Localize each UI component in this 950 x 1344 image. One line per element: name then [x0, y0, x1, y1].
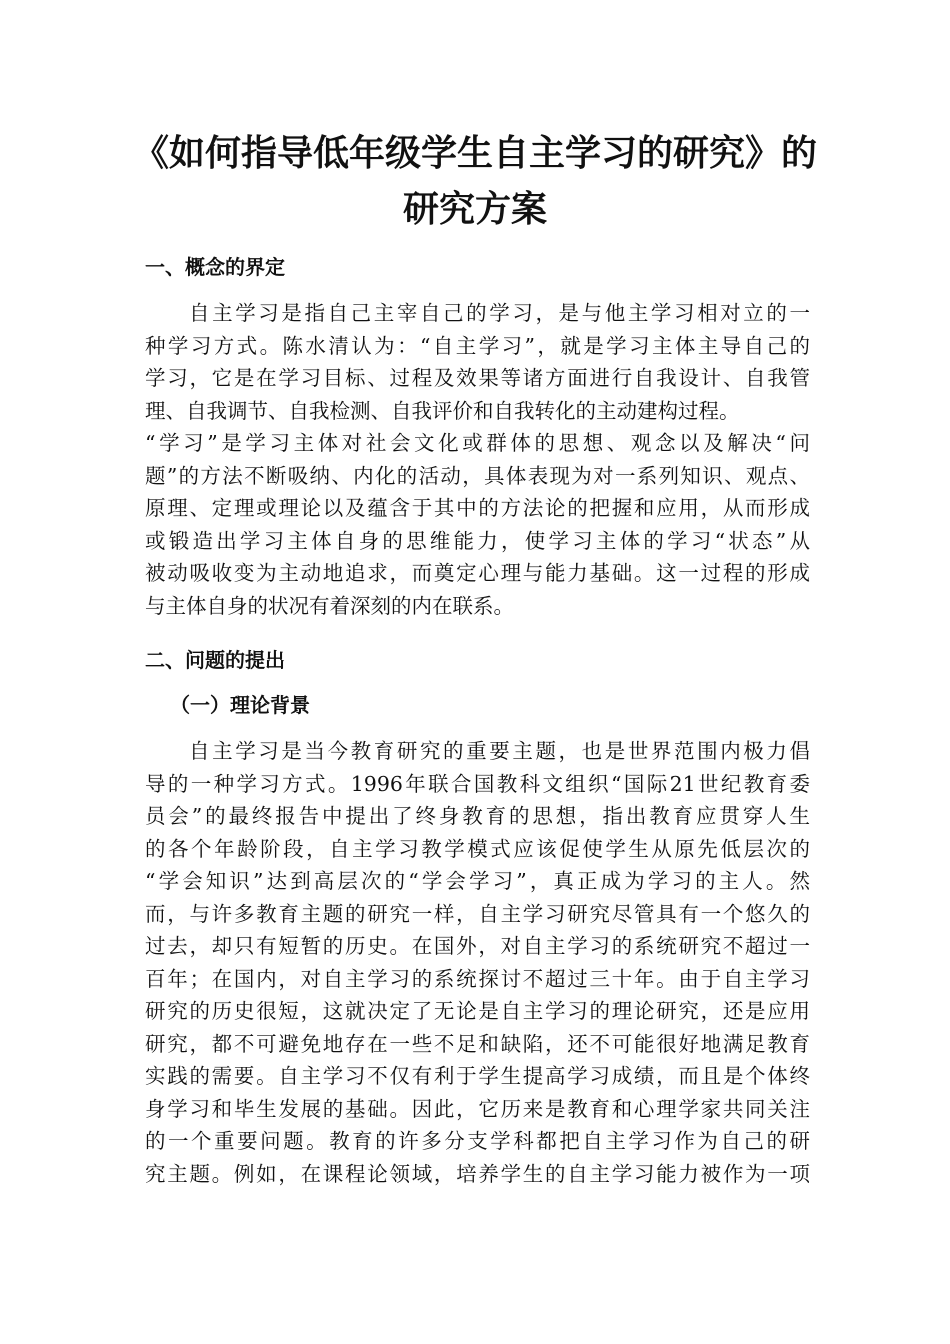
paragraph-line: 被动吸收变为主动地追求，而奠定心理与能力基础。这一过程的形成	[145, 561, 810, 585]
paragraph-line: “学习”是学习主体对社会文化或群体的思想、观念以及解决“问	[145, 431, 810, 455]
paragraph-line: 学习，它是在学习目标、过程及效果等诸方面进行自我设计、自我管	[145, 366, 810, 390]
paragraph-line: 自主学习是指自己主宰自己的学习，是与他主学习相对立的一	[189, 301, 810, 325]
paragraph-line: 百年；在国内，对自主学习的系统探讨不超过三十年。由于自主学习	[145, 966, 810, 991]
paragraph-line: 身学习和毕生发展的基础。因此，它历来是教育和心理学家共同关注	[145, 1096, 810, 1121]
document-title-line-2: 研究方案	[402, 189, 547, 230]
paragraph-line: 或锻造出学习主体自身的思维能力，使学习主体的学习“状态”从	[145, 528, 810, 553]
section-1-paragraph	[145, 297, 810, 622]
document-title-line-1: 《如何指导低年级学生自主学习的研究》的	[132, 133, 817, 174]
paragraph-line: 原理、定理或理论以及蕴含于其中的方法论的把握和应用，从而形成	[145, 496, 810, 520]
paragraph-line: 实践的需要。自主学习不仅有利于学生提高学习成绩，而且是个体终	[145, 1064, 810, 1088]
paragraph-line: 过去，却只有短暂的历史。在国外，对自主学习的系统研究不超过一	[145, 934, 810, 958]
section-2-subheading: （一）理论背景	[170, 693, 310, 717]
section-1-heading: 一、概念的界定	[145, 255, 285, 279]
paragraph-line: 的一个重要问题。教育的许多分支学科都把自主学习作为自己的研	[145, 1129, 810, 1153]
paragraph-line: 导的一种学习方式。1996年联合国教科文组织“国际21世纪教育委	[145, 771, 810, 796]
paragraph-line: “学会知识”达到高层次的“学会学习”，真正成为学习的主人。然	[145, 869, 810, 893]
section-2-paragraph	[145, 735, 810, 1190]
paragraph-line: 种学习方式。陈水清认为：“自主学习”，就是学习主体主导自己的	[145, 333, 810, 358]
paragraph-line: 而，与许多教育主题的研究一样，自主学习研究尽管具有一个悠久的	[145, 901, 810, 926]
paragraph-line: 的各个年龄阶段，自主学习教学模式应该促使学生从原先低层次的	[145, 836, 810, 861]
paragraph-line: 理、自我调节、自我检测、自我评价和自我转化的主动建构过程。	[145, 398, 740, 423]
paragraph-line: 研究的历史很短，这就决定了无论是自主学习的理论研究，还是应用	[145, 999, 810, 1023]
paragraph-line: 与主体自身的状况有着深刻的内在联系。	[145, 593, 514, 618]
paragraph-line: 研究，都不可避免地存在一些不足和缺陷，还不可能很好地满足教育	[145, 1031, 810, 1056]
section-2-heading: 二、问题的提出	[145, 648, 285, 672]
paragraph-line: 员会”的最终报告中提出了终身教育的思想，指出教育应贯穿人生	[145, 804, 810, 828]
paragraph-line: 自主学习是当今教育研究的重要主题，也是世界范围内极力倡	[189, 739, 810, 763]
paragraph-line: 题”的方法不断吸纳、内化的活动，具体表现为对一系列知识、观点、	[145, 463, 810, 488]
paragraph-line: 究主题。例如，在课程论领域，培养学生的自主学习能力被作为一项	[145, 1161, 810, 1186]
